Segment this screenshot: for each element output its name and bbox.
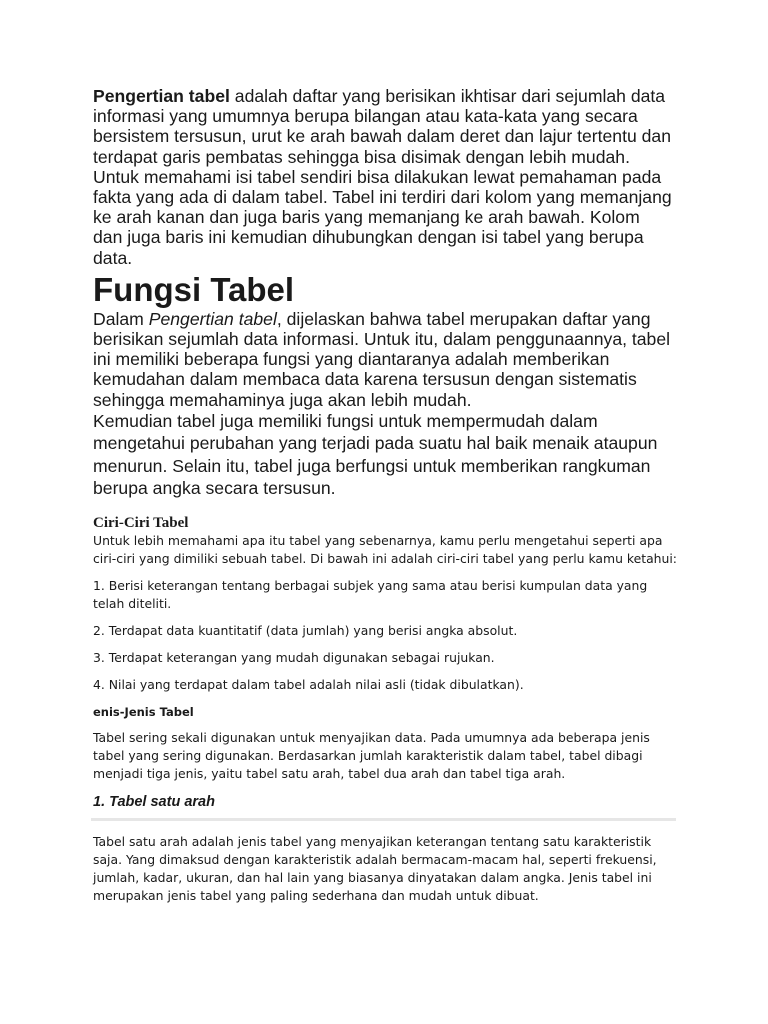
divider — [91, 818, 676, 821]
ciri-item-2: 2. Terdapat data kuantitatif (data jumlah) yang berisi angka absolut. — [93, 622, 518, 638]
fungsi-p1-start: Dalam — [93, 308, 149, 329]
ciri-item-1: 1. Berisi keterangan tentang berbagai subjek yang sama atau berisi kumpulan data yang telah diteliti. — [93, 577, 648, 611]
intro-paragraph — [93, 86, 673, 268]
ciri-item-3: 3. Terdapat keterangan yang mudah digunakan sebagai rujukan. — [93, 649, 495, 665]
intro-bold-term: Pengertian tabel — [93, 86, 230, 106]
jenis-intro: Tabel sering sekali digunakan untuk menyajikan data. Pada umumnya ada beberapa jenis tabel yang sering digunakan. Berdasarkan jumlah karakteristik dalam tabel, tabel dibagi menjadi tiga jenis, yaitu tabel satu arah, tabel dua arah dan tabel tiga arah. — [93, 729, 650, 781]
ciri-item-4: 4. Nilai yang terdapat dalam tabel adalah nilai asli (tidak dibulatkan). — [93, 676, 524, 692]
intro-text: adalah daftar yang berisikan ikhtisar dari sejumlah data informasi yang umumnya berupa bilangan atau kata-kata yang secara bersistem tersusun, urut ke arah bawah dalam deret dan lajur tertentu dan terdapat garis pembatas sehingga bisa disimak dengan lebih mudah. Untuk memahami isi tabel sendiri bisa dilakukan lewat pemahaman pada fakta yang ada di dalam tabel. Tabel ini terdiri dari kolom yang memanjang ke arah kanan dan juga baris yang memanjang ke arah bawah. Kolom dan juga baris ini kemudian dihubungkan dengan isi tabel yang berupa data. — [93, 86, 672, 268]
document-page — [93, 86, 693, 905]
fungsi-p1-italic: Pengertian tabel — [148, 308, 277, 329]
fungsi-heading: Fungsi Tabel — [93, 270, 295, 308]
fungsi-paragraph-2: Kemudian tabel juga memiliki fungsi untuk mempermudah dalam mengetahui perubahan yang terjadi pada suatu hal baik menaik ataupun menurun. Selain itu, tabel juga berfungsi untuk memberikan rangkuman berupa angka secara tersusun. — [93, 410, 658, 499]
ciri-intro: Untuk lebih memahami apa itu tabel yang sebenarnya, kamu perlu mengetahui seperti apa ciri-ciri yang dimiliki sebuah tabel. Di bawah ini adalah ciri-ciri tabel yang perlu kamu ketahui: — [93, 532, 677, 566]
jenis-heading: enis-Jenis Tabel — [93, 704, 194, 719]
satu-arah-paragraph: Tabel satu arah adalah jenis tabel yang menyajikan keterangan tentang satu karakteristik saja. Yang dimaksud dengan karakteristik adalah bermacam-macam hal, seperti frekuensi, jumlah, kadar, ukuran, dan hal lain yang biasanya dinyatakan dalam angka. Jenis tabel ini merupakan jenis tabel yang paling sederhana dan mudah untuk dibuat. — [93, 833, 657, 903]
fungsi-p1-rest: , dijelaskan bahwa tabel merupakan daftar yang berisikan sejumlah data informasi. Untuk itu, dalam penggunaannya, tabel ini memiliki beberapa fungsi yang diantaranya adalah memberikan kemudahan dalam membaca data karena tersusun dengan sistematis sehingga memahaminya juga akan lebih mudah. — [93, 308, 671, 410]
fungsi-paragraph-1 — [93, 309, 673, 410]
satu-arah-heading: 1. Tabel satu arah — [93, 793, 215, 810]
ciri-heading: Ciri-Ciri Tabel — [93, 514, 189, 531]
